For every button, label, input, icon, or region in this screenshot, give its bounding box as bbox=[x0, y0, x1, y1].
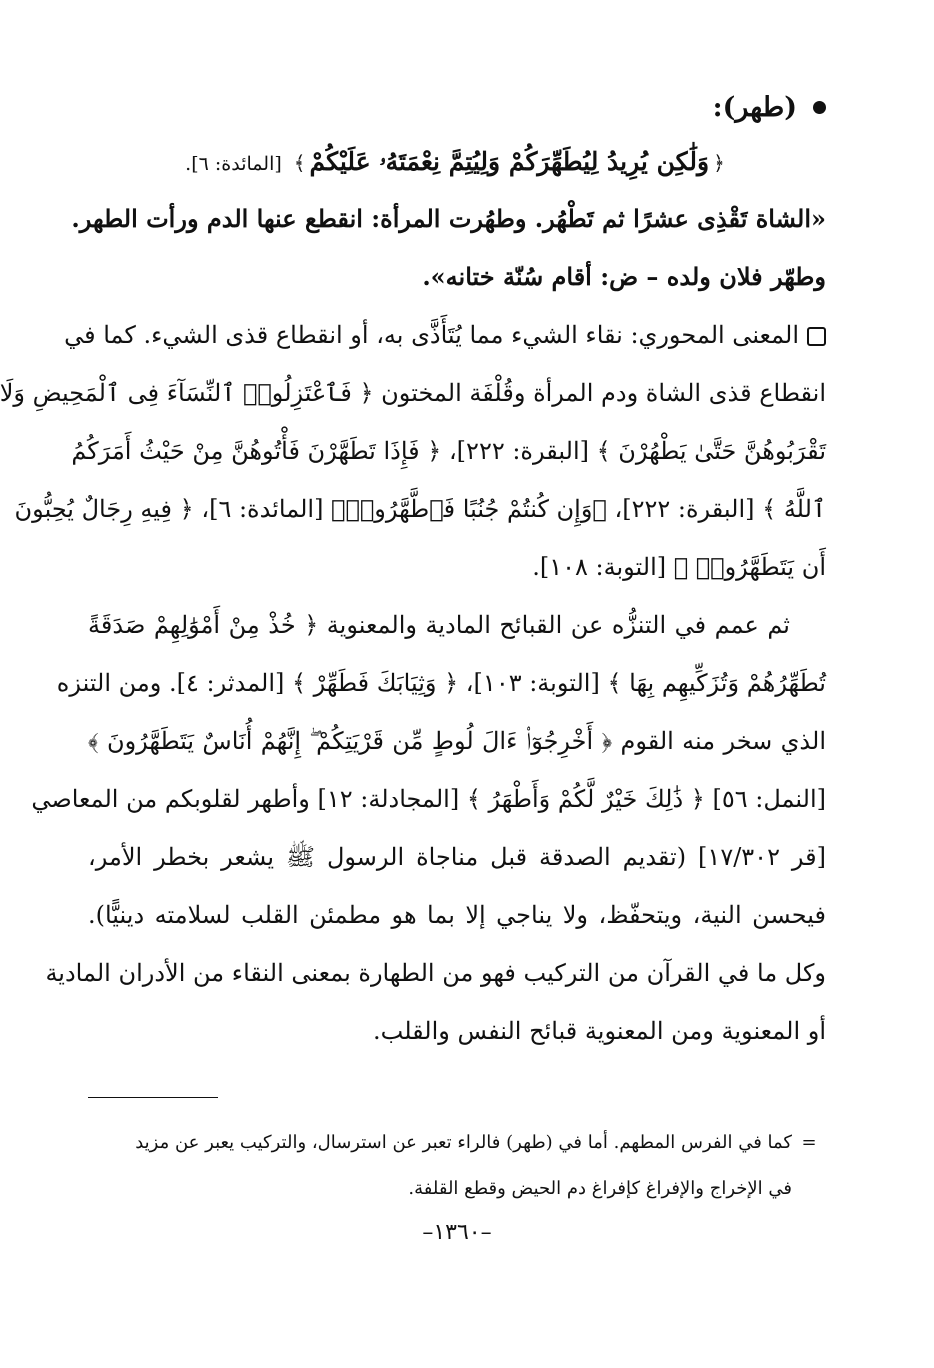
square-marker-icon bbox=[807, 327, 826, 346]
lexicon-quote bbox=[71, 190, 826, 306]
verse-close-bracket: ﴾ bbox=[293, 151, 306, 175]
core-meaning-line: تَقْرَبُوهُنَّ حَتَّىٰ يَطْهُرْنَ ﴾ [البقرة: ٢٢٢]، ﴿ فَإِذَا تَطَهَّرْنَ فَأْتُوهُنَّ مِنْ حَيْثُ أَمَرَكُمُ bbox=[71, 437, 826, 465]
footnote-divider bbox=[88, 1097, 218, 1098]
verse-line bbox=[88, 134, 826, 190]
verse-open-bracket: ﴿ bbox=[713, 151, 725, 175]
generalization-line: [النمل: ٥٦] ﴿ ذَٰلِكَ خَيْرٌ لَّكُمْ وَأَطْهَرُ ﴾ [المجادلة: ١٢] وأطهر لقلوبكم من المعاصي bbox=[31, 785, 826, 813]
core-meaning-text: المعنى المحوري: نقاء الشيء مما يُتَأَذَّى به، أو انقطاع قذى الشيء. كما في bbox=[64, 321, 799, 349]
core-meaning-line bbox=[64, 306, 826, 364]
footnote bbox=[88, 1120, 826, 1212]
core-meaning-line: أَن يَتَطَهَّرُوا۟ ﴾ [التوبة: ١٠٨]. bbox=[532, 553, 826, 581]
generalization-line: وكل ما في القرآن من التركيب فهو من الطهارة بمعنى النقاء من الأدران المادية bbox=[45, 959, 826, 987]
quote-line: وطهّر فلان ولده – ض: أقام سُنّة ختانه». bbox=[422, 262, 826, 291]
bullet-icon bbox=[813, 101, 826, 114]
generalization-line: الذي سخر منه القوم ﴿ أَخْرِجُوٓا۟ ءَالَ لُوطٍ مِّن قَرْيَتِكُمْ ۖ إِنَّهُمْ أُنَاسٌ يَتَطَهَّرُونَ ﴾ bbox=[88, 727, 826, 755]
generalization-line: [قر ١٧/٣٠٢] (تقديم الصدقة قبل مناجاة الرسول ﷺ يشعر بخطر الأمر، bbox=[88, 843, 826, 871]
generalization-line: فيحسن النية، ويتحفّظ، ولا يناجي إلا بما هو مطمئن القلب لسلامته دينيًّا). bbox=[88, 901, 826, 929]
generalization-line: ثم عمم في التنزُّه عن القبائح المادية والمعنوية ﴿ خُذْ مِنْ أَمْوَٰلِهِمْ صَدَقَةً bbox=[88, 611, 790, 639]
generalization-paragraph bbox=[31, 596, 826, 1060]
footnote-text: كما في الفرس المطهم. أما في (طهر) فالراء تعبر عن استرسال، والتركيب يعبر عن مزيد bbox=[135, 1132, 792, 1153]
book-page bbox=[0, 80, 826, 1340]
quote-line: «الشاة تَقْذِى عشرًا ثم تَطْهُر. وطهُرت المرأة: انقطع عنها الدم ورأت الطهر. bbox=[71, 204, 826, 233]
entry-root: (طهر): bbox=[712, 91, 797, 123]
generalization-line: أو المعنوية ومن المعنوية قبائح النفس والقلب. bbox=[373, 1017, 826, 1045]
core-meaning-line: ٱللَّهُ ﴾ [البقرة: ٢٢٢]، ﴿وَإِن كُنتُمْ جُنُبًا فَٱطَّهَّرُوا۟﴾ [المائدة: ٦]، ﴿ فِيهِ رِجَالٌ يُحِبُّونَ bbox=[14, 495, 826, 523]
verse-text: وَلَٰكِن يُرِيدُ لِيُطَهِّرَكُمْ وَلِيُتِمَّ نِعْمَتَهُۥ عَلَيْكُمْ bbox=[309, 147, 710, 176]
footnote-line bbox=[88, 1120, 826, 1166]
core-meaning-line: انقطاع قذى الشاة ودم المرأة وقُلْفَة المختون ﴿ فَٱعْتَزِلُوا۟ ٱلنِّسَآءَ فِى ٱلْمَحِيضِ وَلَا bbox=[0, 379, 826, 407]
page-number: –١٣٦٠– bbox=[422, 1220, 492, 1245]
verse-reference: [المائدة: ٦]. bbox=[185, 153, 282, 175]
footnote-line: في الإخراج والإفراغ كإفراغ دم الحيض وقطع القلفة. bbox=[408, 1178, 792, 1199]
core-meaning-paragraph bbox=[0, 306, 826, 596]
generalization-line: تُطَهِّرُهُمْ وَتُزَكِّيهِم بِهَا ﴾ [التوبة: ١٠٣]، ﴿ وَثِيَابَكَ فَطَهِّرْ ﴾ [المدثر: ٤]. ومن التنزه bbox=[56, 669, 826, 697]
footnote-mark: = bbox=[801, 1132, 817, 1153]
entry-heading bbox=[88, 80, 826, 134]
